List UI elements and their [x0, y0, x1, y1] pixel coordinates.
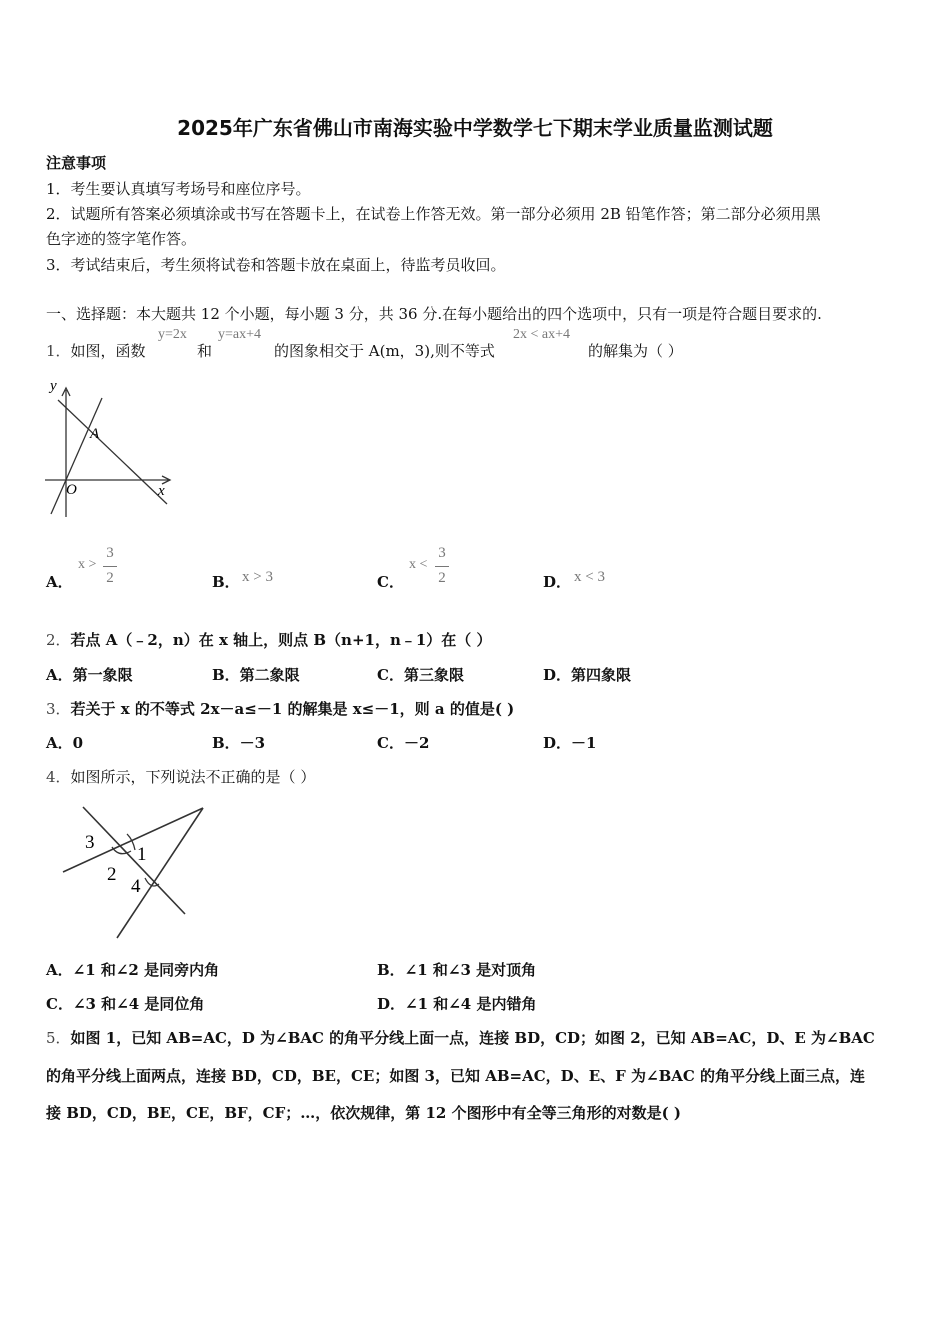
q1-option-a-denominator: 2: [106, 570, 114, 586]
q1-option-c-lhs: x <: [409, 557, 428, 572]
q1-text-4: 的解集为（ ）: [588, 342, 683, 360]
q2-text: 若点 A（﹣2，n）在 x 轴上，则点 B（n+1，n﹣1）在（ ）: [70, 631, 492, 649]
q1-text-1: 如图，函数: [70, 342, 146, 360]
q3-text: 若关于 x 的不等式 2x－a≤－1 的解集是 x≤－1，则 a 的值是( ): [70, 700, 515, 718]
q1-option-c-numerator: 3: [438, 545, 446, 561]
q2-option-a: A．第一象限: [46, 666, 133, 684]
q1-option-a-lhs: x >: [78, 557, 97, 572]
q1-option-d-expr: x < 3: [574, 569, 605, 585]
q2-option-c: C．第三象限: [377, 666, 464, 684]
q1-text-3: 的图象相交于 A(m，3),则不等式: [274, 342, 495, 360]
q4-option-c: C．∠3 和∠4 是同位角: [46, 995, 205, 1013]
q5-line-2: 的角平分线上面两点，连接 BD，CD，BE，CE；如图 3，已知 AB=AC，D、E、F 为∠BAC 的角平分线上面三点，连: [46, 1067, 866, 1085]
q3-option-b: B．－3: [212, 734, 266, 752]
q1-formula-3: 2x < ax+4: [513, 327, 571, 342]
q1-option-c-label: C．: [377, 573, 404, 591]
q3-option-a: A．0: [46, 734, 84, 752]
q4-label-3: 3: [85, 832, 95, 853]
q4-option-d: D．∠1 和∠4 是内错角: [377, 995, 537, 1013]
q1-option-b-expr: x > 3: [242, 569, 273, 585]
graph-label-x: x: [158, 483, 165, 499]
q4-figure: [55, 800, 215, 945]
q1-formula-1: y=2x: [158, 327, 187, 342]
q2-stem: [46, 629, 492, 650]
q4-label-2: 2: [107, 864, 117, 885]
q5-number: 5．: [46, 1029, 71, 1047]
q3-option-d: D．－1: [543, 734, 597, 752]
notice-item-2-cont: 色字迹的签字笔作答。: [46, 230, 197, 248]
q5-text-1: 如图 1，已知 AB=AC，D 为∠BAC 的角平分线上面一点，连接 BD，CD；如图 2，已知 AB=AC，D、E 为∠BAC: [70, 1029, 875, 1047]
page-title: 2025年广东省佛山市南海实验中学数学七下期末学业质量监测试题: [177, 116, 773, 140]
q5-line-3: 接 BD，CD，BE，CE，BF，CF；…，依次规律，第 12 个图形中有全等三角形的对数是( ): [46, 1104, 681, 1122]
q1-number: 1．: [46, 342, 71, 360]
notice-item-1: 1．考生要认真填写考场号和座位序号。: [46, 180, 311, 198]
q4-option-b: B．∠1 和∠3 是对顶角: [377, 961, 537, 979]
q1-option-c-fraction-bar: [435, 566, 449, 567]
q4-text: 如图所示，下列说法不正确的是（ ）: [70, 768, 316, 786]
q1-text-2: 和: [197, 342, 213, 360]
q2-option-b: B．第二象限: [212, 666, 300, 684]
q1-formula-2: y=ax+4: [218, 327, 262, 342]
graph-label-y: y: [50, 378, 57, 394]
q4-label-4: 4: [131, 876, 141, 897]
q1-graph: [40, 372, 175, 522]
section-heading: 一、选择题：本大题共 12 个小题，每小题 3 分，共 36 分.在每小题给出的四个选项中，只有一项是符合题目要求的.: [46, 305, 822, 323]
q1-option-a-numerator: 3: [106, 545, 114, 561]
q4-option-a: A．∠1 和∠2 是同旁内角: [46, 961, 220, 979]
q3-stem: [46, 698, 514, 719]
notice-item-3: 3．考试结束后，考生须将试卷和答题卡放在桌面上，待监考员收回。: [46, 256, 506, 274]
q4-number: 4．: [46, 768, 71, 786]
q1-option-b-label: B．: [212, 573, 240, 591]
q5-line-1: [46, 1027, 875, 1048]
q4-stem: [46, 766, 315, 787]
notice-heading: 注意事项: [46, 154, 107, 172]
q1-option-c-denominator: 2: [438, 570, 446, 586]
q1-option-a-fraction-bar: [103, 566, 117, 567]
q3-number: 3．: [46, 700, 71, 718]
q1-option-d-label: D．: [543, 573, 572, 591]
q4-label-1: 1: [137, 844, 147, 865]
graph-label-origin: O: [66, 482, 77, 498]
q3-option-c: C．－2: [377, 734, 430, 752]
q2-number: 2．: [46, 631, 71, 649]
notice-item-2: 2．试题所有答案必须填涂或书写在答题卡上，在试卷上作答无效。第一部分必须用 2B 铅笔作答；第二部分必须用黑: [46, 205, 821, 223]
q2-option-d: D．第四象限: [543, 666, 632, 684]
q1-stem: [46, 340, 146, 361]
graph-label-a: A: [90, 426, 100, 442]
q1-option-a-label: A．: [46, 573, 73, 591]
